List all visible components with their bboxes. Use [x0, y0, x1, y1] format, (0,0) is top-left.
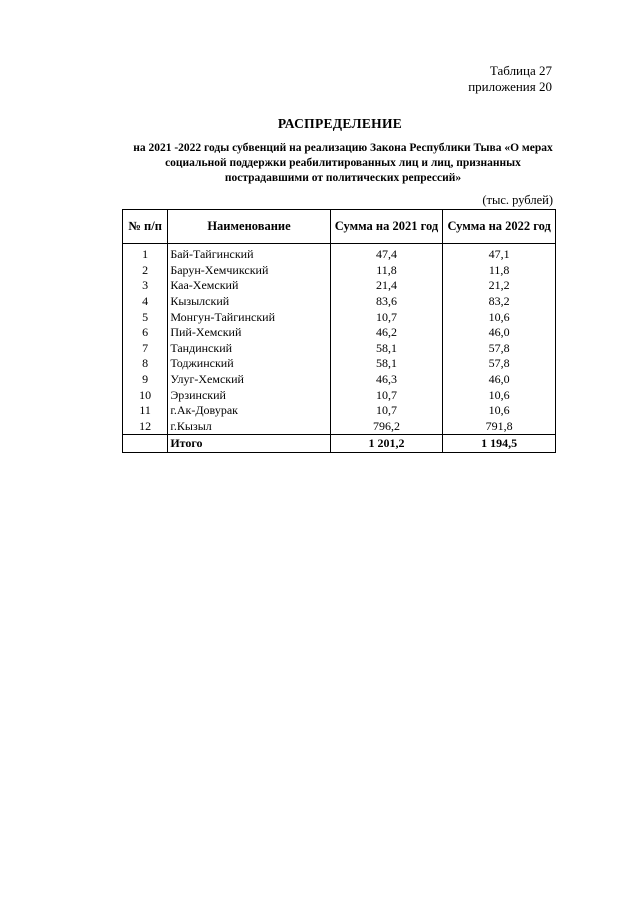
table-row — [123, 403, 556, 419]
row-num: 10 — [123, 387, 168, 403]
row-num: 5 — [123, 309, 168, 325]
row-sum-2021: 10,7 — [330, 387, 443, 403]
table-row — [123, 244, 556, 263]
row-name: Монгун-Тайгинский — [168, 309, 330, 325]
row-num: 11 — [123, 403, 168, 419]
row-num: 1 — [123, 244, 168, 263]
row-num: 2 — [123, 263, 168, 279]
subtitle-line: на 2021 -2022 годы субвенций на реализацию Закона Республики Тыва «О мерах — [133, 142, 553, 154]
table-body — [123, 244, 556, 435]
row-name: Кызылский — [168, 294, 330, 310]
row-sum-2021: 10,7 — [330, 403, 443, 419]
row-num: 4 — [123, 294, 168, 310]
units-note: (тыс. рублей) — [482, 193, 553, 207]
row-name: Бай-Тайгинский — [168, 244, 330, 263]
row-sum-2022: 10,6 — [443, 403, 556, 419]
row-num: 12 — [123, 419, 168, 435]
table-reference — [468, 63, 552, 95]
subtitle-line: социальной поддержки реабилитированных лиц и лиц, признанных — [165, 157, 521, 169]
table-row — [123, 325, 556, 341]
table-row — [123, 341, 556, 357]
row-sum-2021: 58,1 — [330, 341, 443, 357]
row-sum-2021: 83,6 — [330, 294, 443, 310]
row-num: 7 — [123, 341, 168, 357]
row-sum-2021: 21,4 — [330, 278, 443, 294]
row-name: Пий-Хемский — [168, 325, 330, 341]
header-sum-2022: Сумма на 2022 год — [443, 210, 556, 244]
row-sum-2021: 46,2 — [330, 325, 443, 341]
row-sum-2022: 57,8 — [443, 356, 556, 372]
row-sum-2021: 11,8 — [330, 263, 443, 279]
total-sum-2022: 1 194,5 — [443, 435, 556, 453]
row-sum-2021: 10,7 — [330, 309, 443, 325]
row-name: Улуг-Хемский — [168, 372, 330, 388]
row-sum-2022: 791,8 — [443, 419, 556, 435]
row-sum-2022: 83,2 — [443, 294, 556, 310]
row-name: Эрзинский — [168, 387, 330, 403]
total-label: Итого — [168, 435, 330, 453]
row-sum-2021: 796,2 — [330, 419, 443, 435]
table-number: Таблица 27 — [489, 63, 552, 78]
row-sum-2021: 46,3 — [330, 372, 443, 388]
table-header-row — [123, 210, 556, 244]
row-sum-2022: 46,0 — [443, 325, 556, 341]
subtitle-line: пострадавшими от политических репрессий» — [224, 172, 462, 184]
table-row — [123, 372, 556, 388]
row-num: 6 — [123, 325, 168, 341]
header-name: Наименование — [168, 210, 330, 244]
table-row — [123, 387, 556, 403]
table-row — [123, 263, 556, 279]
table-row — [123, 294, 556, 310]
row-sum-2022: 10,6 — [443, 387, 556, 403]
appendix-number: приложения 20 — [468, 79, 552, 94]
row-num: 3 — [123, 278, 168, 294]
row-name: Тандинский — [168, 341, 330, 357]
row-sum-2022: 57,8 — [443, 341, 556, 357]
row-sum-2022: 47,1 — [443, 244, 556, 263]
row-name: г.Ак-Довурак — [168, 403, 330, 419]
total-sum-2021: 1 201,2 — [330, 435, 443, 453]
row-sum-2022: 46,0 — [443, 372, 556, 388]
row-num: 9 — [123, 372, 168, 388]
table-row — [123, 309, 556, 325]
total-num-cell — [123, 435, 168, 453]
document-title: РАСПРЕДЕЛЕНИЕ — [277, 116, 403, 131]
row-sum-2022: 10,6 — [443, 309, 556, 325]
table-row — [123, 356, 556, 372]
row-name: Тоджинский — [168, 356, 330, 372]
header-num: № п/п — [123, 210, 168, 244]
document-subtitle — [128, 141, 558, 186]
table-row — [123, 419, 556, 435]
row-sum-2022: 21,2 — [443, 278, 556, 294]
row-name: Каа-Хемский — [168, 278, 330, 294]
row-num: 8 — [123, 356, 168, 372]
row-name: Барун-Хемчикский — [168, 263, 330, 279]
table-row — [123, 278, 556, 294]
row-sum-2021: 58,1 — [330, 356, 443, 372]
row-sum-2022: 11,8 — [443, 263, 556, 279]
distribution-table — [122, 209, 556, 453]
row-name: г.Кызыл — [168, 419, 330, 435]
total-row — [123, 435, 556, 453]
row-sum-2021: 47,4 — [330, 244, 443, 263]
header-sum-2021: Сумма на 2021 год — [330, 210, 443, 244]
